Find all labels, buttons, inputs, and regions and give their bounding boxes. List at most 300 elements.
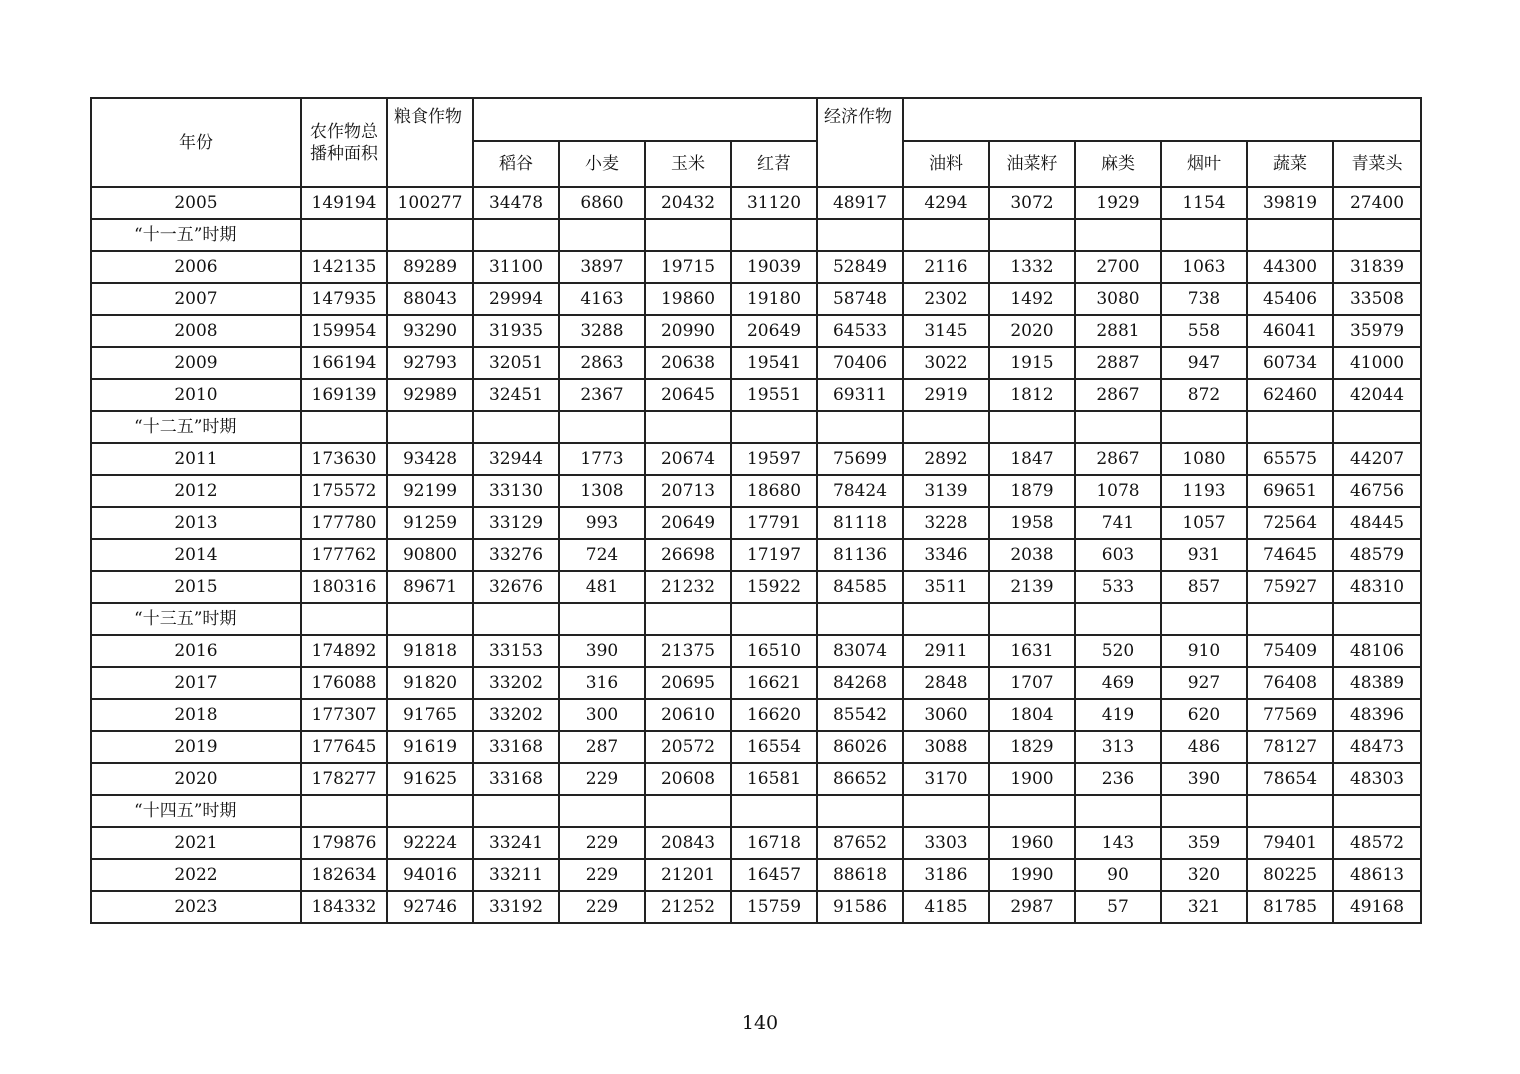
value-cell: 229 [559,763,645,795]
header-cash-group-blank [903,98,1421,141]
value-cell: 1707 [989,667,1075,699]
value-cell: 27400 [1333,187,1421,219]
value-cell: 33153 [473,635,559,667]
period-row [91,795,1421,827]
value-cell: 20674 [645,443,731,475]
empty-cell [1333,603,1421,635]
value-cell: 92199 [387,475,473,507]
value-cell: 16510 [731,635,817,667]
value-cell: 29994 [473,283,559,315]
header-oil-crops: 油料 [903,141,989,187]
period-label: “十四五”时期 [91,795,301,827]
table-row [91,475,1421,507]
header-grain-group-blank [473,98,817,141]
value-cell: 93290 [387,315,473,347]
table-body [91,187,1421,923]
value-cell: 33168 [473,763,559,795]
value-cell: 20608 [645,763,731,795]
value-cell: 3022 [903,347,989,379]
empty-cell [1075,411,1161,443]
year-cell: 2013 [91,507,301,539]
table-row [91,859,1421,891]
value-cell: 1847 [989,443,1075,475]
crop-sown-area-table [90,97,1422,924]
value-cell: 558 [1161,315,1247,347]
empty-cell [1161,603,1247,635]
value-cell: 94016 [387,859,473,891]
value-cell: 19551 [731,379,817,411]
value-cell: 320 [1161,859,1247,891]
empty-cell [903,219,989,251]
empty-cell [473,603,559,635]
value-cell: 3170 [903,763,989,795]
empty-cell [1333,411,1421,443]
value-cell: 21201 [645,859,731,891]
value-cell: 2863 [559,347,645,379]
empty-cell [989,603,1075,635]
value-cell: 70406 [817,347,903,379]
value-cell: 177307 [301,699,387,731]
value-cell: 1990 [989,859,1075,891]
value-cell: 20843 [645,827,731,859]
value-cell: 31935 [473,315,559,347]
value-cell: 20645 [645,379,731,411]
value-cell: 1812 [989,379,1075,411]
table-row [91,347,1421,379]
year-cell: 2022 [91,859,301,891]
year-cell: 2005 [91,187,301,219]
value-cell: 4294 [903,187,989,219]
value-cell: 419 [1075,699,1161,731]
empty-cell [903,411,989,443]
value-cell: 3288 [559,315,645,347]
value-cell: 1057 [1161,507,1247,539]
empty-cell [1333,795,1421,827]
value-cell: 16554 [731,731,817,763]
empty-cell [301,219,387,251]
value-cell: 2987 [989,891,1075,923]
value-cell: 359 [1161,827,1247,859]
value-cell: 533 [1075,571,1161,603]
year-cell: 2023 [91,891,301,923]
value-cell: 48473 [1333,731,1421,763]
empty-cell [903,795,989,827]
value-cell: 32944 [473,443,559,475]
value-cell: 931 [1161,539,1247,571]
value-cell: 33202 [473,699,559,731]
value-cell: 33168 [473,731,559,763]
value-cell: 3186 [903,859,989,891]
empty-cell [645,795,731,827]
value-cell: 88043 [387,283,473,315]
value-cell: 390 [559,635,645,667]
header-rapeseed: 油菜籽 [989,141,1075,187]
empty-cell [387,603,473,635]
value-cell: 3060 [903,699,989,731]
table-row [91,315,1421,347]
value-cell: 2139 [989,571,1075,603]
value-cell: 77569 [1247,699,1333,731]
table-row [91,507,1421,539]
value-cell: 177762 [301,539,387,571]
empty-cell [301,411,387,443]
empty-cell [473,795,559,827]
value-cell: 20572 [645,731,731,763]
header-wheat: 小麦 [559,141,645,187]
empty-cell [559,219,645,251]
value-cell: 78127 [1247,731,1333,763]
value-cell: 229 [559,827,645,859]
empty-cell [1161,795,1247,827]
period-label: “十三五”时期 [91,603,301,635]
value-cell: 81136 [817,539,903,571]
empty-cell [817,603,903,635]
value-cell: 1492 [989,283,1075,315]
value-cell: 173630 [301,443,387,475]
value-cell: 86652 [817,763,903,795]
empty-cell [817,411,903,443]
header-sweet-potato: 红苕 [731,141,817,187]
value-cell: 4185 [903,891,989,923]
value-cell: 89671 [387,571,473,603]
value-cell: 147935 [301,283,387,315]
value-cell: 19541 [731,347,817,379]
value-cell: 390 [1161,763,1247,795]
empty-cell [1247,219,1333,251]
header-total-sown-area: 农作物总播种面积 [301,98,387,187]
value-cell: 48572 [1333,827,1421,859]
value-cell: 3346 [903,539,989,571]
empty-cell [1333,219,1421,251]
value-cell: 18680 [731,475,817,507]
value-cell: 2887 [1075,347,1161,379]
value-cell: 1080 [1161,443,1247,475]
value-cell: 48613 [1333,859,1421,891]
header-mustard-tuber: 青菜头 [1333,141,1421,187]
empty-cell [1161,411,1247,443]
value-cell: 20649 [645,507,731,539]
value-cell: 486 [1161,731,1247,763]
value-cell: 182634 [301,859,387,891]
value-cell: 179876 [301,827,387,859]
value-cell: 927 [1161,667,1247,699]
value-cell: 3897 [559,251,645,283]
value-cell: 1958 [989,507,1075,539]
value-cell: 83074 [817,635,903,667]
value-cell: 45406 [1247,283,1333,315]
empty-cell [559,603,645,635]
value-cell: 31839 [1333,251,1421,283]
value-cell: 57 [1075,891,1161,923]
value-cell: 4163 [559,283,645,315]
value-cell: 33508 [1333,283,1421,315]
value-cell: 19039 [731,251,817,283]
value-cell: 62460 [1247,379,1333,411]
year-cell: 2018 [91,699,301,731]
value-cell: 149194 [301,187,387,219]
year-cell: 2021 [91,827,301,859]
year-cell: 2006 [91,251,301,283]
value-cell: 21232 [645,571,731,603]
value-cell: 42044 [1333,379,1421,411]
value-cell: 3145 [903,315,989,347]
year-cell: 2008 [91,315,301,347]
value-cell: 46041 [1247,315,1333,347]
empty-cell [1075,219,1161,251]
value-cell: 2367 [559,379,645,411]
value-cell: 69651 [1247,475,1333,507]
value-cell: 2700 [1075,251,1161,283]
value-cell: 481 [559,571,645,603]
period-row [91,219,1421,251]
value-cell: 17791 [731,507,817,539]
value-cell: 33241 [473,827,559,859]
value-cell: 166194 [301,347,387,379]
value-cell: 236 [1075,763,1161,795]
empty-cell [387,795,473,827]
value-cell: 91818 [387,635,473,667]
value-cell: 910 [1161,635,1247,667]
empty-cell [989,411,1075,443]
value-cell: 2919 [903,379,989,411]
value-cell: 3088 [903,731,989,763]
value-cell: 16620 [731,699,817,731]
value-cell: 19715 [645,251,731,283]
value-cell: 993 [559,507,645,539]
value-cell: 17197 [731,539,817,571]
value-cell: 84585 [817,571,903,603]
page-number: 140 [741,1012,779,1034]
value-cell: 100277 [387,187,473,219]
value-cell: 175572 [301,475,387,507]
header-corn: 玉米 [645,141,731,187]
value-cell: 169139 [301,379,387,411]
value-cell: 52849 [817,251,903,283]
value-cell: 32676 [473,571,559,603]
value-cell: 16457 [731,859,817,891]
value-cell: 48396 [1333,699,1421,731]
value-cell: 3139 [903,475,989,507]
value-cell: 44207 [1333,443,1421,475]
table-row [91,251,1421,283]
value-cell: 90800 [387,539,473,571]
value-cell: 3080 [1075,283,1161,315]
value-cell: 143 [1075,827,1161,859]
value-cell: 65575 [1247,443,1333,475]
period-row [91,603,1421,635]
year-cell: 2019 [91,731,301,763]
value-cell: 89289 [387,251,473,283]
value-cell: 81118 [817,507,903,539]
value-cell: 31120 [731,187,817,219]
period-label: “十一五”时期 [91,219,301,251]
year-cell: 2007 [91,283,301,315]
value-cell: 2911 [903,635,989,667]
value-cell: 2038 [989,539,1075,571]
value-cell: 2867 [1075,443,1161,475]
empty-cell [387,411,473,443]
value-cell: 92793 [387,347,473,379]
value-cell: 20713 [645,475,731,507]
empty-cell [903,603,989,635]
value-cell: 91586 [817,891,903,923]
value-cell: 2116 [903,251,989,283]
value-cell: 176088 [301,667,387,699]
value-cell: 91619 [387,731,473,763]
empty-cell [473,219,559,251]
empty-cell [645,219,731,251]
value-cell: 177780 [301,507,387,539]
value-cell: 1078 [1075,475,1161,507]
value-cell: 48106 [1333,635,1421,667]
value-cell: 6860 [559,187,645,219]
value-cell: 33202 [473,667,559,699]
value-cell: 41000 [1333,347,1421,379]
value-cell: 92746 [387,891,473,923]
value-cell: 20695 [645,667,731,699]
value-cell: 16718 [731,827,817,859]
value-cell: 3511 [903,571,989,603]
year-cell: 2015 [91,571,301,603]
value-cell: 74645 [1247,539,1333,571]
value-cell: 180316 [301,571,387,603]
value-cell: 33211 [473,859,559,891]
table-row [91,891,1421,923]
header-grain-crops: 粮食作物 [387,98,473,187]
value-cell: 177645 [301,731,387,763]
value-cell: 76408 [1247,667,1333,699]
header-cash-crops: 经济作物 [817,98,903,187]
value-cell: 287 [559,731,645,763]
table-row [91,667,1421,699]
value-cell: 69311 [817,379,903,411]
year-cell: 2016 [91,635,301,667]
value-cell: 19597 [731,443,817,475]
table-row [91,699,1421,731]
value-cell: 316 [559,667,645,699]
empty-cell [1075,603,1161,635]
empty-cell [1247,795,1333,827]
header-tobacco: 烟叶 [1161,141,1247,187]
value-cell: 178277 [301,763,387,795]
value-cell: 80225 [1247,859,1333,891]
value-cell: 87652 [817,827,903,859]
empty-cell [731,603,817,635]
value-cell: 2892 [903,443,989,475]
value-cell: 91259 [387,507,473,539]
value-cell: 35979 [1333,315,1421,347]
value-cell: 300 [559,699,645,731]
header-hemp: 麻类 [1075,141,1161,187]
year-cell: 2012 [91,475,301,507]
value-cell: 19860 [645,283,731,315]
period-row [91,411,1421,443]
value-cell: 78654 [1247,763,1333,795]
year-cell: 2017 [91,667,301,699]
value-cell: 1915 [989,347,1075,379]
value-cell: 1929 [1075,187,1161,219]
value-cell: 3072 [989,187,1075,219]
value-cell: 33130 [473,475,559,507]
value-cell: 81785 [1247,891,1333,923]
value-cell: 20432 [645,187,731,219]
table-row [91,539,1421,571]
value-cell: 48917 [817,187,903,219]
value-cell: 2020 [989,315,1075,347]
value-cell: 1154 [1161,187,1247,219]
empty-cell [387,219,473,251]
header-vegetables: 蔬菜 [1247,141,1333,187]
value-cell: 321 [1161,891,1247,923]
header-year: 年份 [91,98,301,187]
value-cell: 33276 [473,539,559,571]
value-cell: 91820 [387,667,473,699]
value-cell: 738 [1161,283,1247,315]
value-cell: 3303 [903,827,989,859]
value-cell: 184332 [301,891,387,923]
value-cell: 26698 [645,539,731,571]
value-cell: 1773 [559,443,645,475]
value-cell: 3228 [903,507,989,539]
value-cell: 91765 [387,699,473,731]
value-cell: 2881 [1075,315,1161,347]
period-label: “十二五”时期 [91,411,301,443]
value-cell: 1900 [989,763,1075,795]
value-cell: 229 [559,859,645,891]
value-cell: 1332 [989,251,1075,283]
value-cell: 32051 [473,347,559,379]
value-cell: 947 [1161,347,1247,379]
value-cell: 33192 [473,891,559,923]
value-cell: 79401 [1247,827,1333,859]
value-cell: 75409 [1247,635,1333,667]
value-cell: 520 [1075,635,1161,667]
table-row [91,443,1421,475]
value-cell: 15759 [731,891,817,923]
value-cell: 20990 [645,315,731,347]
value-cell: 142135 [301,251,387,283]
value-cell: 1193 [1161,475,1247,507]
empty-cell [1161,219,1247,251]
empty-cell [559,411,645,443]
value-cell: 229 [559,891,645,923]
empty-cell [731,411,817,443]
header-rice: 稻谷 [473,141,559,187]
value-cell: 92224 [387,827,473,859]
value-cell: 20649 [731,315,817,347]
value-cell: 90 [1075,859,1161,891]
value-cell: 1829 [989,731,1075,763]
value-cell: 1879 [989,475,1075,507]
value-cell: 21252 [645,891,731,923]
value-cell: 39819 [1247,187,1333,219]
value-cell: 603 [1075,539,1161,571]
empty-cell [817,795,903,827]
value-cell: 1631 [989,635,1075,667]
value-cell: 31100 [473,251,559,283]
empty-cell [559,795,645,827]
value-cell: 1804 [989,699,1075,731]
value-cell: 48310 [1333,571,1421,603]
value-cell: 48389 [1333,667,1421,699]
value-cell: 64533 [817,315,903,347]
empty-cell [1075,795,1161,827]
empty-cell [473,411,559,443]
value-cell: 159954 [301,315,387,347]
value-cell: 72564 [1247,507,1333,539]
value-cell: 174892 [301,635,387,667]
value-cell: 20638 [645,347,731,379]
